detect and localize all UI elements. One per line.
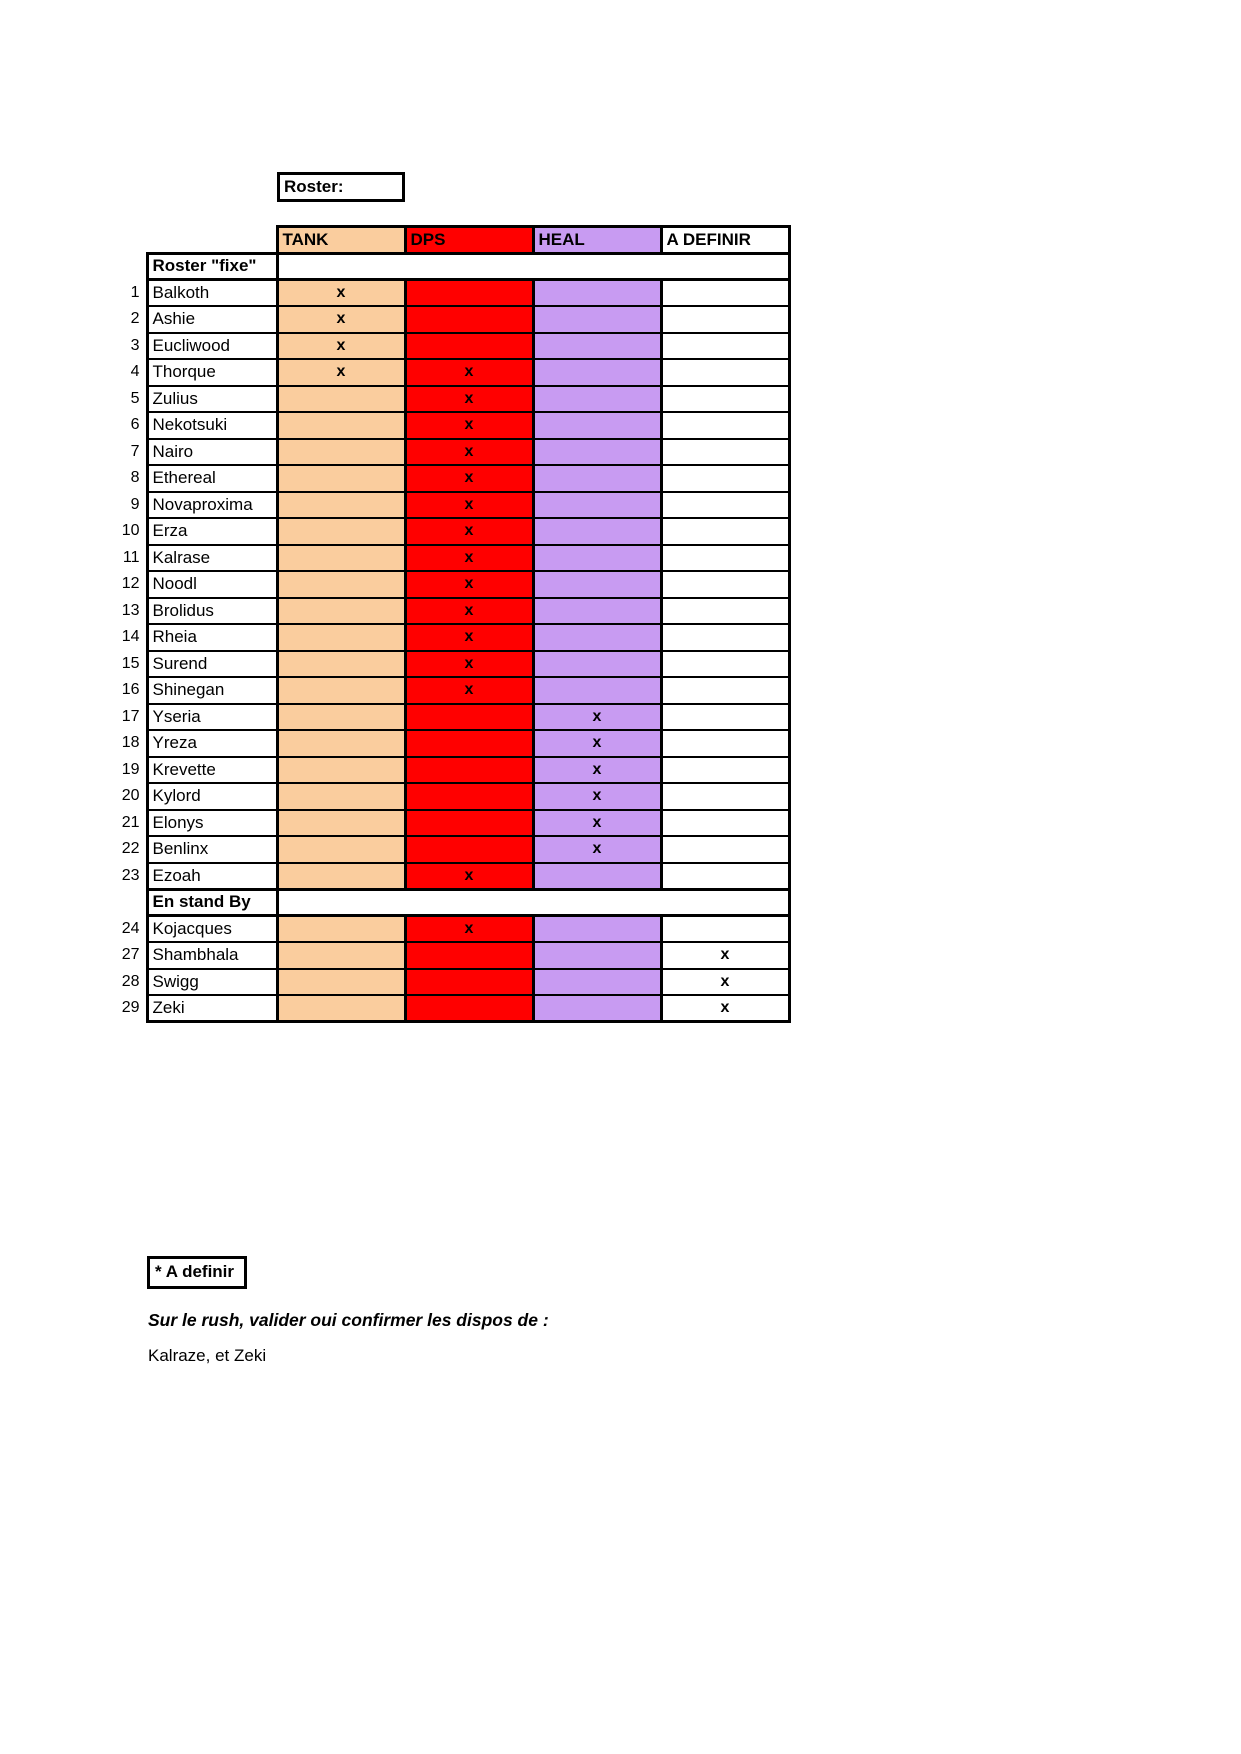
player-name: Novaproxima bbox=[147, 492, 277, 519]
role-cell-tank bbox=[277, 783, 405, 810]
role-cell-dps: x bbox=[405, 518, 533, 545]
table-row bbox=[110, 306, 789, 333]
role-cell-heal bbox=[533, 916, 661, 943]
player-name: Yseria bbox=[147, 704, 277, 731]
row-number: 20 bbox=[121, 787, 140, 805]
role-cell-dps bbox=[405, 757, 533, 784]
role-cell-tank bbox=[277, 439, 405, 466]
section-label: En stand By bbox=[147, 889, 277, 916]
player-name: Eucliwood bbox=[147, 333, 277, 360]
row-number: 28 bbox=[121, 972, 140, 990]
row-number: 5 bbox=[130, 389, 140, 407]
role-cell-heal bbox=[533, 545, 661, 572]
role-cell-dps: x bbox=[405, 571, 533, 598]
row-number-gutter bbox=[110, 227, 147, 254]
role-cell-heal bbox=[533, 677, 661, 704]
role-cell-tank bbox=[277, 412, 405, 439]
table-row bbox=[110, 783, 789, 810]
role-cell-adefinir bbox=[661, 836, 789, 863]
role-cell-adefinir: x bbox=[661, 995, 789, 1022]
player-name: Yreza bbox=[147, 730, 277, 757]
role-cell-dps: x bbox=[405, 624, 533, 651]
role-cell-tank bbox=[277, 571, 405, 598]
row-number: 12 bbox=[121, 575, 140, 593]
table-row bbox=[110, 704, 789, 731]
role-cell-dps bbox=[405, 704, 533, 731]
role-cell-adefinir bbox=[661, 492, 789, 519]
role-cell-tank: x bbox=[277, 333, 405, 360]
table-row bbox=[110, 757, 789, 784]
table-row bbox=[110, 810, 789, 837]
role-cell-adefinir bbox=[661, 863, 789, 890]
role-cell-dps bbox=[405, 783, 533, 810]
row-number: 24 bbox=[121, 919, 140, 937]
row-number bbox=[110, 253, 147, 280]
role-cell-dps: x bbox=[405, 439, 533, 466]
row-number: 17 bbox=[121, 707, 140, 725]
table-row bbox=[110, 545, 789, 572]
table-row bbox=[110, 651, 789, 678]
role-cell-dps: x bbox=[405, 598, 533, 625]
table-row bbox=[110, 439, 789, 466]
row-number: 11 bbox=[122, 548, 140, 566]
row-number: 13 bbox=[121, 601, 140, 619]
role-cell-adefinir bbox=[661, 677, 789, 704]
table-row bbox=[110, 333, 789, 360]
role-cell-heal bbox=[533, 598, 661, 625]
role-cell-adefinir bbox=[661, 465, 789, 492]
table-row bbox=[110, 942, 789, 969]
role-cell-adefinir bbox=[661, 280, 789, 307]
role-cell-tank bbox=[277, 810, 405, 837]
role-cell-heal: x bbox=[533, 757, 661, 784]
player-name: Zulius bbox=[147, 386, 277, 413]
role-cell-tank bbox=[277, 598, 405, 625]
row-number: 6 bbox=[130, 416, 140, 434]
section-label: Roster "fixe" bbox=[147, 253, 277, 280]
role-cell-tank bbox=[277, 757, 405, 784]
role-cell-dps bbox=[405, 280, 533, 307]
footer-note-line1: Sur le rush, valider oui confirmer les dispos de : bbox=[148, 1310, 549, 1330]
row-number: 10 bbox=[121, 522, 140, 540]
row-number: 21 bbox=[121, 813, 140, 831]
role-cell-dps bbox=[405, 942, 533, 969]
table-row bbox=[110, 412, 789, 439]
role-cell-heal bbox=[533, 439, 661, 466]
table-row bbox=[110, 995, 789, 1022]
role-cell-heal bbox=[533, 863, 661, 890]
role-cell-adefinir bbox=[661, 624, 789, 651]
role-cell-adefinir bbox=[661, 359, 789, 386]
player-name: Kalrase bbox=[147, 545, 277, 572]
player-name: Krevette bbox=[147, 757, 277, 784]
role-cell-tank: x bbox=[277, 280, 405, 307]
role-cell-tank bbox=[277, 492, 405, 519]
role-cell-adefinir bbox=[661, 783, 789, 810]
player-name: Swigg bbox=[147, 969, 277, 996]
role-cell-dps: x bbox=[405, 863, 533, 890]
row-number: 23 bbox=[121, 866, 140, 884]
role-cell-tank bbox=[277, 677, 405, 704]
player-name: Kojacques bbox=[147, 916, 277, 943]
player-name: Zeki bbox=[147, 995, 277, 1022]
role-cell-tank: x bbox=[277, 306, 405, 333]
footer-note-line2: Kalraze, et Zeki bbox=[148, 1346, 267, 1365]
row-number: 3 bbox=[130, 336, 140, 354]
role-cell-adefinir bbox=[661, 916, 789, 943]
role-cell-heal bbox=[533, 518, 661, 545]
player-name: Shambhala bbox=[147, 942, 277, 969]
column-header-heal: HEAL bbox=[533, 227, 661, 254]
player-name: Nairo bbox=[147, 439, 277, 466]
role-cell-heal: x bbox=[533, 836, 661, 863]
role-cell-adefinir bbox=[661, 545, 789, 572]
table-row bbox=[110, 836, 789, 863]
roster-table bbox=[110, 225, 791, 1023]
section-row bbox=[110, 889, 789, 916]
row-number: 14 bbox=[121, 628, 140, 646]
table-row bbox=[110, 280, 789, 307]
row-number: 2 bbox=[130, 310, 140, 328]
row-number: 19 bbox=[121, 760, 140, 778]
role-cell-dps: x bbox=[405, 677, 533, 704]
role-cell-dps: x bbox=[405, 386, 533, 413]
role-cell-adefinir bbox=[661, 730, 789, 757]
role-cell-adefinir bbox=[661, 810, 789, 837]
role-cell-dps bbox=[405, 995, 533, 1022]
player-name: Ezoah bbox=[147, 863, 277, 890]
role-cell-heal bbox=[533, 412, 661, 439]
role-cell-adefinir bbox=[661, 386, 789, 413]
role-cell-heal bbox=[533, 306, 661, 333]
roster-table-body bbox=[110, 253, 789, 1022]
table-row bbox=[110, 863, 789, 890]
row-number: 9 bbox=[130, 495, 140, 513]
role-cell-tank: x bbox=[277, 359, 405, 386]
table-row bbox=[110, 916, 789, 943]
table-row bbox=[110, 386, 789, 413]
table-row bbox=[110, 492, 789, 519]
role-cell-heal bbox=[533, 386, 661, 413]
role-cell-heal bbox=[533, 280, 661, 307]
role-cell-heal bbox=[533, 651, 661, 678]
role-cell-tank bbox=[277, 704, 405, 731]
row-number bbox=[110, 889, 147, 916]
header-row bbox=[110, 227, 789, 254]
row-number: 15 bbox=[121, 654, 140, 672]
table-row bbox=[110, 677, 789, 704]
role-cell-heal bbox=[533, 969, 661, 996]
role-cell-tank bbox=[277, 518, 405, 545]
role-cell-adefinir bbox=[661, 757, 789, 784]
role-cell-dps: x bbox=[405, 465, 533, 492]
role-cell-adefinir: x bbox=[661, 942, 789, 969]
role-cell-adefinir bbox=[661, 571, 789, 598]
table-row bbox=[110, 465, 789, 492]
role-cell-adefinir bbox=[661, 704, 789, 731]
role-cell-dps: x bbox=[405, 412, 533, 439]
player-name: Benlinx bbox=[147, 836, 277, 863]
role-cell-tank bbox=[277, 969, 405, 996]
column-header-a-definir: A DEFINIR bbox=[661, 227, 789, 254]
player-name: Rheia bbox=[147, 624, 277, 651]
role-cell-heal bbox=[533, 333, 661, 360]
table-row bbox=[110, 598, 789, 625]
role-cell-heal: x bbox=[533, 704, 661, 731]
section-row bbox=[110, 253, 789, 280]
table-row bbox=[110, 624, 789, 651]
role-cell-heal bbox=[533, 995, 661, 1022]
section-row-filler bbox=[277, 889, 789, 916]
player-name: Noodl bbox=[147, 571, 277, 598]
role-cell-adefinir bbox=[661, 306, 789, 333]
player-name: Erza bbox=[147, 518, 277, 545]
role-cell-dps: x bbox=[405, 492, 533, 519]
role-cell-heal bbox=[533, 359, 661, 386]
role-cell-adefinir bbox=[661, 651, 789, 678]
role-cell-heal: x bbox=[533, 783, 661, 810]
role-cell-tank bbox=[277, 995, 405, 1022]
role-cell-adefinir bbox=[661, 333, 789, 360]
section-row-filler bbox=[277, 253, 789, 280]
roster-grid bbox=[110, 225, 791, 1023]
row-number: 16 bbox=[121, 681, 140, 699]
row-number: 8 bbox=[130, 469, 140, 487]
role-cell-adefinir bbox=[661, 598, 789, 625]
role-cell-dps: x bbox=[405, 916, 533, 943]
player-name: Surend bbox=[147, 651, 277, 678]
role-cell-dps bbox=[405, 836, 533, 863]
role-cell-heal bbox=[533, 465, 661, 492]
table-row bbox=[110, 571, 789, 598]
role-cell-tank bbox=[277, 465, 405, 492]
role-cell-dps: x bbox=[405, 651, 533, 678]
a-definir-note-box: * A definir bbox=[147, 1256, 247, 1289]
role-cell-tank bbox=[277, 386, 405, 413]
player-name: Nekotsuki bbox=[147, 412, 277, 439]
player-name: Elonys bbox=[147, 810, 277, 837]
role-cell-tank bbox=[277, 651, 405, 678]
role-cell-adefinir bbox=[661, 439, 789, 466]
role-cell-heal bbox=[533, 624, 661, 651]
role-cell-adefinir: x bbox=[661, 969, 789, 996]
role-cell-heal: x bbox=[533, 730, 661, 757]
roster-title-box: Roster: bbox=[277, 172, 405, 202]
role-cell-tank bbox=[277, 545, 405, 572]
header-name-spacer bbox=[147, 227, 277, 254]
role-cell-dps: x bbox=[405, 359, 533, 386]
column-header-dps: DPS bbox=[405, 227, 533, 254]
row-number: 18 bbox=[121, 734, 140, 752]
table-row bbox=[110, 730, 789, 757]
role-cell-dps: x bbox=[405, 545, 533, 572]
role-cell-tank bbox=[277, 836, 405, 863]
role-cell-heal bbox=[533, 492, 661, 519]
player-name: Thorque bbox=[147, 359, 277, 386]
role-cell-heal bbox=[533, 571, 661, 598]
role-cell-adefinir bbox=[661, 518, 789, 545]
role-cell-tank bbox=[277, 730, 405, 757]
player-name: Shinegan bbox=[147, 677, 277, 704]
column-header-tank: TANK bbox=[277, 227, 405, 254]
role-cell-tank bbox=[277, 624, 405, 651]
role-cell-dps bbox=[405, 810, 533, 837]
player-name: Brolidus bbox=[147, 598, 277, 625]
row-number: 4 bbox=[130, 363, 140, 381]
player-name: Balkoth bbox=[147, 280, 277, 307]
role-cell-heal: x bbox=[533, 810, 661, 837]
role-cell-dps bbox=[405, 730, 533, 757]
role-cell-heal bbox=[533, 942, 661, 969]
table-row bbox=[110, 359, 789, 386]
role-cell-tank bbox=[277, 942, 405, 969]
row-number: 1 bbox=[130, 283, 140, 301]
row-number: 27 bbox=[121, 946, 140, 964]
row-number: 29 bbox=[121, 999, 140, 1017]
role-cell-dps bbox=[405, 969, 533, 996]
player-name: Ashie bbox=[147, 306, 277, 333]
role-cell-tank bbox=[277, 916, 405, 943]
table-row bbox=[110, 969, 789, 996]
player-name: Kylord bbox=[147, 783, 277, 810]
player-name: Ethereal bbox=[147, 465, 277, 492]
role-cell-dps bbox=[405, 306, 533, 333]
role-cell-tank bbox=[277, 863, 405, 890]
row-number: 7 bbox=[130, 442, 140, 460]
role-cell-dps bbox=[405, 333, 533, 360]
role-cell-adefinir bbox=[661, 412, 789, 439]
row-number: 22 bbox=[121, 840, 140, 858]
table-row bbox=[110, 518, 789, 545]
